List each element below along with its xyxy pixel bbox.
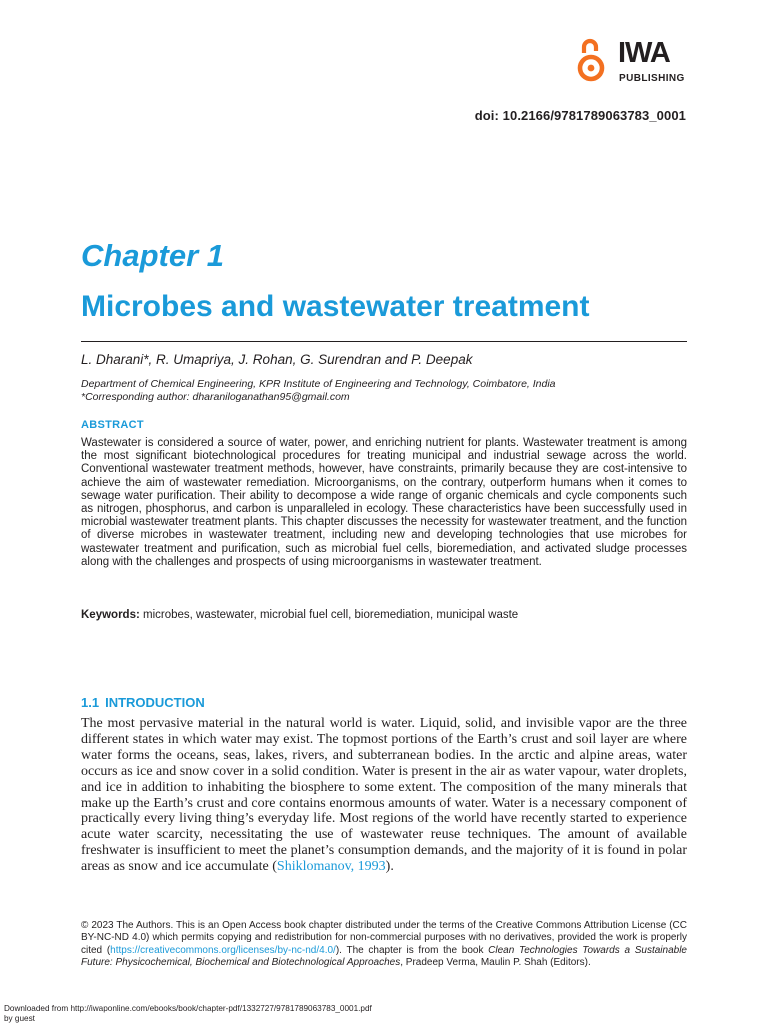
- keywords: [81, 609, 518, 621]
- logo-subtitle: PUBLISHING: [619, 73, 685, 84]
- logo-wordmark: IWA: [618, 37, 670, 69]
- author-list: L. Dharani*, R. Umapriya, J. Rohan, G. Surendran and P. Deepak: [81, 352, 473, 367]
- citation-link[interactable]: Shiklomanov, 1993: [276, 859, 386, 875]
- keywords-label: Keywords:: [81, 609, 140, 621]
- doi: doi: 10.2166/9781789063783_0001: [474, 108, 686, 123]
- publisher-logo: [576, 36, 688, 86]
- logo-graphic: [576, 36, 688, 86]
- book-title: Clean Technologies Towards a Sustainable Future: Physicochemical, Biochemical and Biotechnological Approaches: [81, 944, 687, 969]
- keywords-value: microbes, wastewater, microbial fuel cell, bioremediation, municipal waste: [139, 609, 519, 621]
- corresponding-author: *Corresponding author: dharaniloganathan95@gmail.com: [81, 391, 350, 403]
- license-text-3: , Pradeep Verma, Maulin P. Shah (Editors).: [400, 957, 591, 969]
- chapter-title: Microbes and wastewater treatment: [81, 290, 590, 323]
- introduction-paragraph: [81, 716, 687, 875]
- open-access-icon: [580, 41, 602, 79]
- abstract-text: Wastewater is considered a source of water, power, and enriching nutrient for plants. Wastewater treatment is among the most significant biotechnological procedures for treating municipal and industrial sewage across the world. Conventional wastewater treatment methods, however, have constraints, primarily because they are cost-intensive to achieve the aim of wastewater remediation. Microorganisms, on the contrary, outperform humans when it comes to sewage water purification. Their ability to decompose a wide range of organic chemicals and cycle components such as nitrogen, phosphorus, and carbon is unparalleled in ecology. These characteristics have been successfully used in microbial wastewater treatment plants. This chapter discusses the necessity for wastewater treatment, and the function of diverse microbes in wastewater treatment, including new and developing technologies that use microbes for wastewater treatment and purification, such as microbial fuel cells, bioremediation, and activated sludge processes along with the challenges and prospects of using microorganisms in wastewater treatment.: [81, 437, 687, 568]
- introduction-text-end: ).: [385, 859, 394, 875]
- download-guest: by guest: [4, 1013, 35, 1023]
- introduction-text: The most pervasive material in the natural world is water. Liquid, solid, and invisible vapor are the three different states in which water may exist. The topmost portions of the Earth’s crust and soil layer are where water forms the oceans, seas, lakes, rivers, and subterranean bodies. In the arctic and alpine areas, water occurs as ice and snow cover in a solid condition. Water is present in the air as water vapour, water droplets, and ice in addition to inhabiting the biosphere to some extent. The composition of the many minerals that make up the Earth’s crust and core contains enormous amounts of water. Water is a necessary component of practically every living thing’s everyday life. Most regions of the world have recently started to experience acute water scarcity, necessitating the use of wastewater reuse techniques. The amount of available freshwater is insufficient to meet the planet’s consumption demands, and the majority of it is found in polar areas as snow and ice accumulate (: [81, 716, 687, 875]
- section-title: INTRODUCTION: [105, 695, 205, 710]
- abstract-heading: ABSTRACT: [81, 419, 144, 431]
- license-text-2: ). The chapter is from the book: [335, 944, 489, 956]
- title-divider: [81, 341, 687, 342]
- download-note: [4, 1004, 372, 1023]
- download-url: Downloaded from http://iwaponline.com/ebooks/book/chapter-pdf/1332727/9781789063783_0001.pdf: [4, 1004, 372, 1013]
- section-heading: [81, 695, 205, 710]
- license-text-1: © 2023 The Authors. This is an Open Access book chapter distributed under the terms of the Creative Commons Attribution License (CC BY-NC-ND 4.0) which permits copying and redistribution for non-commercial purposes with no derivatives, provided the work is properly cited (: [81, 920, 687, 956]
- license-link[interactable]: https://creativecommons.org/licenses/by-nc-nd/4.0/: [110, 944, 336, 956]
- section-number: 1.1: [81, 695, 100, 710]
- affiliation-block: [81, 378, 556, 404]
- chapter-label: Chapter 1: [81, 238, 224, 273]
- affiliation: Department of Chemical Engineering, KPR Institute of Engineering and Technology, Coimbatore, India: [81, 378, 556, 390]
- license-notice: [81, 920, 687, 970]
